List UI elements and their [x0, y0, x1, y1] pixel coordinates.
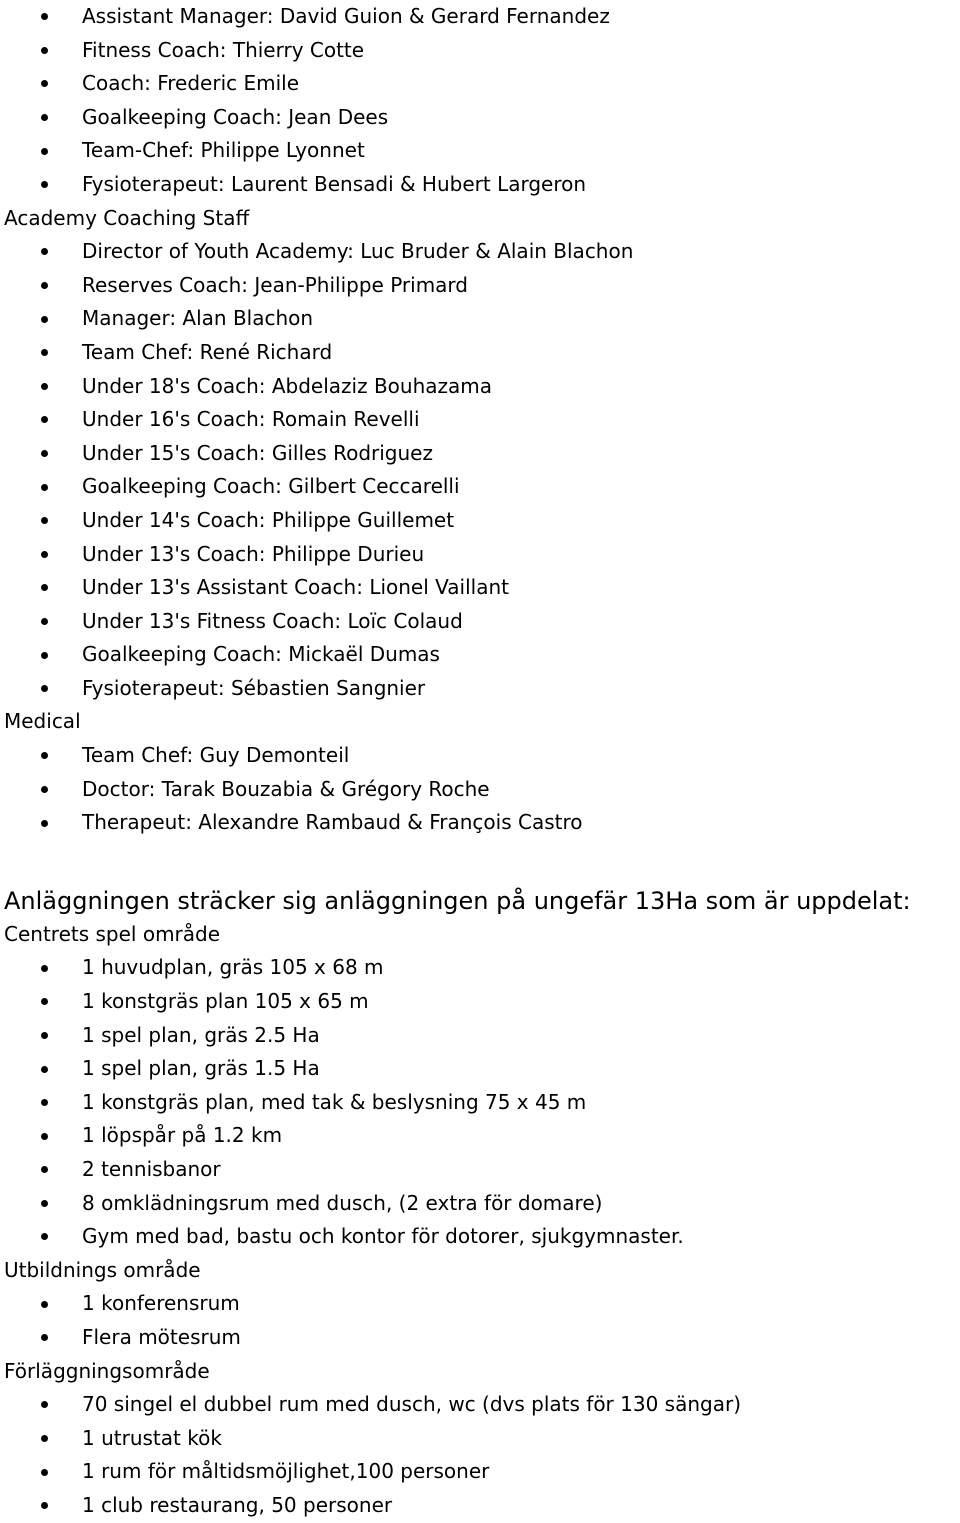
bullet-icon [41, 1166, 48, 1173]
bullet-icon [41, 1133, 48, 1140]
list-item: Fitness Coach: Thierry Cotte [0, 34, 960, 68]
bullet-icon [41, 316, 48, 323]
section-spacer [0, 840, 960, 884]
bullet-icon [41, 282, 48, 289]
list-item: Under 14's Coach: Philippe Guillemet [0, 504, 960, 538]
bullet-icon [41, 584, 48, 591]
list-item: Goalkeeping Coach: Jean Dees [0, 101, 960, 135]
list-item: 1 rum för måltidsmöjlighet,100 personer [0, 1455, 960, 1489]
bullet-icon [41, 965, 48, 972]
bullet-icon [41, 80, 48, 87]
list-item: Goalkeeping Coach: Gilbert Ceccarelli [0, 470, 960, 504]
list-item: Under 13's Assistant Coach: Lionel Vaillant [0, 571, 960, 605]
bullet-icon [41, 13, 48, 20]
bullet-icon [41, 652, 48, 659]
education-section-label: Utbildnings område [4, 1257, 201, 1282]
bullet-icon [41, 148, 48, 155]
bullet-icon [41, 1233, 48, 1240]
bullet-icon [41, 1401, 48, 1408]
bullet-icon [41, 114, 48, 121]
bullet-icon [41, 47, 48, 54]
bullet-icon [41, 551, 48, 558]
education-facility-list [0, 1287, 960, 1354]
list-item: Therapeut: Alexandre Rambaud & François Castro [0, 806, 960, 840]
list-item: Team Chef: Guy Demonteil [0, 739, 960, 773]
list-item: 1 löpspår på 1.2 km [0, 1119, 960, 1153]
bullet-icon [41, 1099, 48, 1106]
bullet-icon [41, 1200, 48, 1207]
bullet-icon [41, 786, 48, 793]
center-facility-list [0, 951, 960, 1253]
list-item: 1 club restaurang, 50 personer [0, 1489, 960, 1523]
bullet-icon [41, 820, 48, 827]
list-item: 70 singel el dubbel rum med dusch, wc (dvs plats för 130 sängar) [0, 1388, 960, 1422]
academy-staff-list [0, 235, 960, 705]
list-item: Under 18's Coach: Abdelaziz Bouhazama [0, 370, 960, 404]
bullet-icon [41, 618, 48, 625]
bullet-icon [41, 685, 48, 692]
first-team-staff-list [0, 0, 960, 202]
bullet-icon [41, 1435, 48, 1442]
list-item: 1 utrustat kök [0, 1422, 960, 1456]
bullet-icon [41, 517, 48, 524]
list-item: Coach: Frederic Emile [0, 67, 960, 101]
bullet-icon [41, 998, 48, 1005]
list-item: Under 15's Coach: Gilles Rodriguez [0, 437, 960, 471]
bullet-icon [41, 1334, 48, 1341]
bullet-icon [41, 383, 48, 390]
list-item: Assistant Manager: David Guion & Gerard Fernandez [0, 0, 960, 34]
academy-section-label: Academy Coaching Staff [4, 205, 250, 230]
bullet-icon [41, 248, 48, 255]
list-item: 2 tennisbanor [0, 1153, 960, 1187]
list-item: Team-Chef: Philippe Lyonnet [0, 134, 960, 168]
list-item: Goalkeeping Coach: Mickaël Dumas [0, 638, 960, 672]
list-item: Fysioterapeut: Sébastien Sangnier [0, 672, 960, 706]
bullet-icon [41, 1469, 48, 1476]
medical-section-label: Medical [4, 709, 81, 734]
list-item: Under 16's Coach: Romain Revelli [0, 403, 960, 437]
bullet-icon [41, 1066, 48, 1073]
list-item: Doctor: Tarak Bouzabia & Grégory Roche [0, 773, 960, 807]
list-item: 1 konstgräs plan, med tak & beslysning 75 x 45 m [0, 1086, 960, 1120]
bullet-icon [41, 1301, 48, 1308]
list-item: Flera mötesrum [0, 1321, 960, 1355]
list-item: Director of Youth Academy: Luc Bruder & Alain Blachon [0, 235, 960, 269]
list-item: Manager: Alan Blachon [0, 302, 960, 336]
list-item: 1 spel plan, gräs 2.5 Ha [0, 1019, 960, 1053]
facility-heading: Anläggningen sträcker sig anläggningen på ungefär 13Ha som är uppdelat: [4, 886, 911, 915]
bullet-icon [41, 1502, 48, 1509]
list-item: 1 spel plan, gräs 1.5 Ha [0, 1052, 960, 1086]
bullet-icon [41, 1032, 48, 1039]
list-item: 8 omklädningsrum med dusch, (2 extra för domare) [0, 1187, 960, 1221]
list-item: Gym med bad, bastu och kontor för dotorer, sjukgymnaster. [0, 1220, 960, 1254]
bullet-icon [41, 484, 48, 491]
bullet-icon [41, 752, 48, 759]
center-section-label: Centrets spel område [4, 921, 221, 946]
list-item: 1 huvudplan, gräs 105 x 68 m [0, 951, 960, 985]
medical-staff-list [0, 739, 960, 840]
lodging-facility-list [0, 1388, 960, 1522]
list-item: Team Chef: René Richard [0, 336, 960, 370]
list-item: Under 13's Coach: Philippe Durieu [0, 538, 960, 572]
bullet-icon [41, 450, 48, 457]
bullet-icon [41, 416, 48, 423]
list-item: Fysioterapeut: Laurent Bensadi & Hubert Largeron [0, 168, 960, 202]
list-item: 1 konstgräs plan 105 x 65 m [0, 985, 960, 1019]
list-item: Under 13's Fitness Coach: Loïc Colaud [0, 605, 960, 639]
bullet-icon [41, 181, 48, 188]
list-item: Reserves Coach: Jean-Philippe Primard [0, 269, 960, 303]
list-item: 1 konferensrum [0, 1287, 960, 1321]
bullet-icon [41, 349, 48, 356]
lodging-section-label: Förläggningsområde [4, 1358, 210, 1383]
